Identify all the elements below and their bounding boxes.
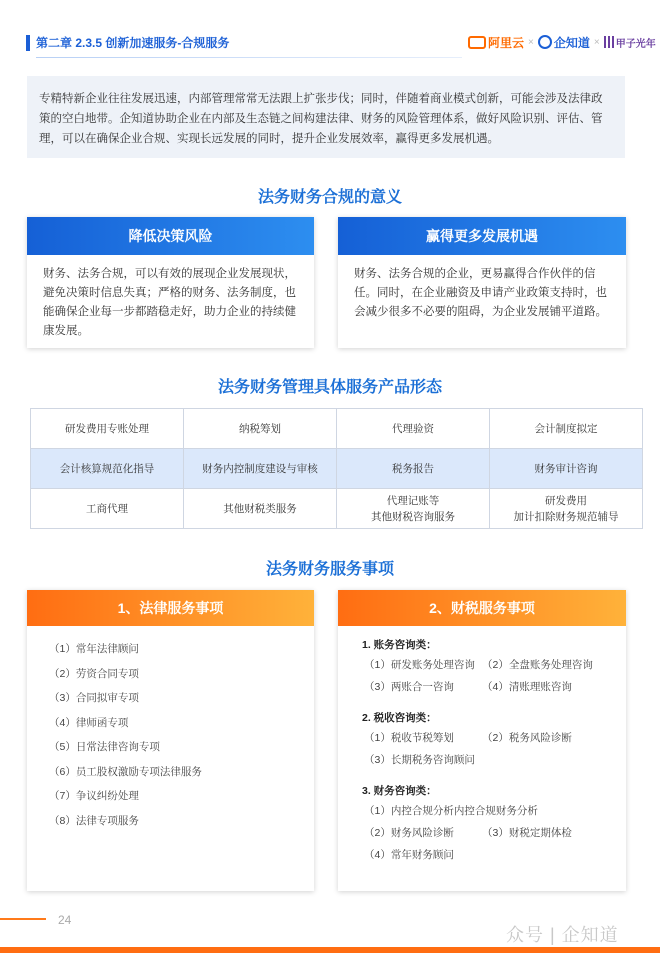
table-cell: 财务内控制度建设与审核 — [184, 449, 337, 489]
tax-group-row — [362, 749, 626, 771]
table-cell: 会计制度拟定 — [490, 409, 643, 449]
tax-group-row — [362, 676, 626, 698]
list-item: （3）长期税务咨询顾问 — [364, 754, 475, 766]
list-item: （3）财税定期体检 — [482, 827, 572, 839]
tax-services-title: 2、财税服务事项 — [338, 590, 626, 626]
legal-services-list — [27, 626, 314, 836]
page-number: 24 — [58, 913, 72, 927]
list-item: （3）两账合一咨询 — [364, 681, 454, 693]
list-item: （4）清账理账咨询 — [482, 681, 572, 693]
meaning-section-title: 法务财务合规的意义 — [257, 189, 402, 206]
tax-group-row — [362, 654, 626, 676]
chapter-title: 第二章 2.3.5 创新加速服务-合规服务 — [36, 36, 230, 50]
table-cell: 研发费用 加计扣除财务规范辅导 — [490, 489, 643, 529]
logo-separator: × — [528, 36, 534, 48]
table-cell: 纳税筹划 — [184, 409, 337, 449]
list-item: （4）常年财务顾问 — [364, 849, 454, 861]
table-cell: 工商代理 — [31, 489, 184, 529]
table-cell: 研发费用专账处理 — [31, 409, 184, 449]
footer-accent-line — [0, 918, 46, 920]
list-item: （2）税务风险诊断 — [482, 732, 572, 744]
list-item: （2）财务风险诊断 — [364, 827, 454, 839]
list-item: （6）员工股权激励专项法律服务 — [49, 765, 202, 778]
table-row — [31, 489, 643, 529]
jiazi-icon — [604, 36, 614, 48]
list-item: （5）日常法律咨询专项 — [49, 741, 160, 753]
tax-group-title: 2. 税收咨询类： — [362, 712, 437, 724]
header-accent-bar — [26, 35, 30, 51]
partner-logos — [468, 32, 656, 52]
meaning-card-body: 财务、法务合规的企业，更易赢得合作伙伴的信任。同时，在企业融资及申请产业政策支持时，也会减少很多不必要的阻碍，为企业发展铺平道路。 — [354, 268, 607, 318]
table-cell: 税务报告 — [337, 449, 490, 489]
list-item: （2）劳资合同专项 — [49, 667, 139, 680]
intro-paragraph: 专精特新企业往往发展迅速，内部管理常常无法跟上扩张步伐；同时，伴随着商业模式创新，可能会涉及法律政策的空白地带。企知道协助企业在内部及生态链之间构建法律、财务的风险管理体系，做好风险识别、评估、管理，可以在确保企业合规、实现长远发展的同时，提升企业发展效率，赢得更多发展机遇。 — [27, 76, 625, 158]
meaning-card-opportunity — [338, 217, 626, 348]
list-item: （1）税收节税筹划 — [364, 732, 454, 744]
products-table — [30, 408, 643, 529]
meaning-card-title: 降低决策风险 — [27, 217, 314, 255]
footer-watermark: 众号 | 企知道 — [506, 925, 619, 945]
table-cell: 代理记账等 其他财税咨询服务 — [337, 489, 490, 529]
list-item: （1）研发账务处理咨询 — [364, 659, 475, 671]
qizhidao-icon — [538, 35, 552, 49]
aliyun-logo: 阿里云 — [468, 34, 524, 51]
table-row — [31, 449, 643, 489]
qizhidao-logo: 企知道 — [538, 34, 590, 51]
tax-group-row — [362, 844, 626, 866]
tax-group-title: 1. 账务咨询类： — [362, 639, 437, 651]
list-item: （1）内控合规分析内控合规财务分析 — [364, 805, 538, 817]
tax-services-card — [338, 590, 626, 891]
meaning-card-title: 赢得更多发展机遇 — [338, 217, 626, 255]
logo-separator: × — [593, 36, 600, 48]
table-row — [31, 409, 643, 449]
table-cell: 会计核算规范化指导 — [31, 449, 184, 489]
aliyun-icon — [468, 36, 486, 49]
products-section-title: 法务财务管理具体服务产品形态 — [217, 379, 442, 396]
meaning-card-risk — [27, 217, 314, 348]
legal-services-title: 1、法律服务事项 — [27, 590, 314, 626]
footer-bar — [0, 947, 660, 953]
table-cell: 其他财税类服务 — [184, 489, 337, 529]
list-item: （8）法律专项服务 — [49, 814, 139, 827]
list-item: （7）争议纠纷处理 — [49, 790, 139, 802]
tax-group-row — [362, 822, 626, 844]
list-item: （4）律师函专项 — [49, 716, 129, 729]
list-item: （3）合同拟审专项 — [49, 692, 139, 704]
meaning-card-body: 财务、法务合规，可以有效的展现企业发展现状，避免决策时信息失真；严格的财务、法务制度，也能确保企业每一步都踏稳走好，助力企业的持续健康发展。 — [43, 268, 296, 337]
table-cell: 代理验资 — [337, 409, 490, 449]
tax-group-row — [362, 800, 626, 822]
legal-services-card — [27, 590, 314, 891]
services-section-title: 法务财务服务事项 — [265, 561, 394, 578]
header-divider — [36, 57, 462, 58]
tax-group-row — [362, 727, 626, 749]
jiazi-logo: 甲子光年 — [604, 35, 656, 50]
table-cell: 财务审计咨询 — [490, 449, 643, 489]
list-item: （2）全盘账务处理咨询 — [482, 659, 593, 671]
tax-group-title: 3. 财务咨询类： — [362, 785, 437, 797]
list-item: （1）常年法律顾问 — [49, 643, 139, 655]
tax-services-content — [338, 626, 626, 866]
